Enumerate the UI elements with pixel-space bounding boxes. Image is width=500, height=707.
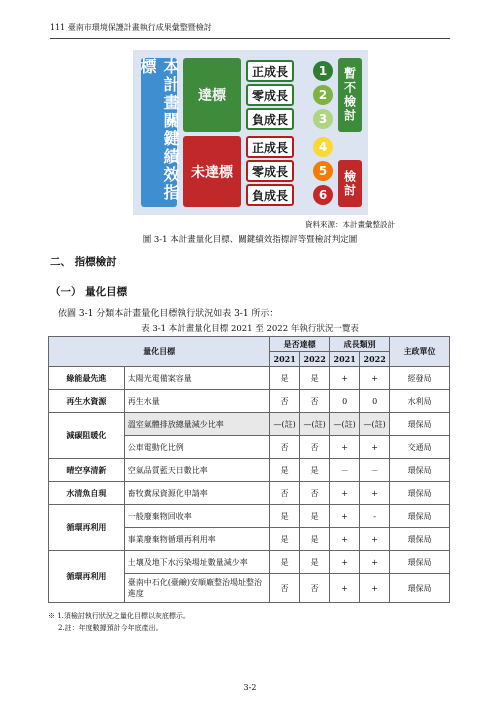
value-cell: 0: [330, 390, 360, 413]
circle-4: 4: [313, 137, 333, 157]
value-cell: －: [330, 459, 360, 482]
table-row: [49, 390, 450, 413]
table-row: [49, 367, 450, 390]
value-cell: +: [360, 528, 390, 551]
value-cell: -: [360, 505, 390, 528]
value-cell: +: [360, 367, 390, 390]
value-cell: +: [330, 367, 360, 390]
value-cell: 是: [300, 551, 330, 574]
value-cell: —(註): [300, 413, 330, 436]
header-growth: 成長類別: [330, 337, 390, 352]
circle-5: 5: [313, 161, 333, 181]
category-cell: 循環再利用: [49, 505, 125, 551]
item-cell: 公車電動化比例: [124, 436, 269, 459]
unit-cell: 環保局: [390, 413, 450, 436]
note-1: ※ 1.須檢討執行狀況之量化目標以灰底標示。: [48, 612, 190, 620]
table-row: [49, 482, 450, 505]
category-cell: 晴空享清新: [49, 459, 125, 482]
unit-cell: 環保局: [390, 459, 450, 482]
value-cell: +: [330, 505, 360, 528]
header-2021: 2021: [270, 352, 300, 367]
unit-cell: 環保局: [390, 528, 450, 551]
value-cell: 否: [270, 390, 300, 413]
value-cell: 是: [270, 551, 300, 574]
value-cell: 是: [270, 459, 300, 482]
figure-caption: 圖 3-1 本計畫量化目標、關鍵績效指標評等暨檢討判定圖: [142, 235, 358, 245]
label-zero-2: 零成長: [246, 160, 294, 182]
category-cell: 減碳阻暖化: [49, 413, 125, 459]
value-cell: 否: [270, 482, 300, 505]
goals-table: [48, 336, 450, 603]
category-cell: 循環再利用: [49, 551, 125, 603]
subsection-heading: （一） 量化目標: [50, 286, 128, 298]
label-negative-1: 負成長: [246, 108, 294, 130]
label-negative-2: 負成長: [246, 184, 294, 206]
item-cell: 太陽光電備案容量: [124, 367, 269, 390]
value-cell: +: [330, 528, 360, 551]
review-box: 檢討: [338, 160, 362, 207]
value-cell: 是: [300, 459, 330, 482]
category-cell: 再生水資源: [49, 390, 125, 413]
value-cell: +: [330, 574, 360, 603]
value-cell: －: [360, 459, 390, 482]
value-cell: 否: [300, 574, 330, 603]
not-achieved-box: 未達標: [183, 136, 241, 207]
item-cell: 畜牧糞尿資源化申請率: [124, 482, 269, 505]
header-achieve: 是否達標: [270, 337, 330, 352]
header-unit: 主政單位: [390, 337, 450, 367]
value-cell: 是: [270, 367, 300, 390]
item-cell: 溫室氣體排放總量減少比率: [124, 413, 269, 436]
unit-cell: 環保局: [390, 551, 450, 574]
table-row: [49, 413, 450, 436]
value-cell: 否: [270, 574, 300, 603]
category-cell: 綠能最先進: [49, 367, 125, 390]
value-cell: +: [360, 482, 390, 505]
unit-cell: 水利局: [390, 390, 450, 413]
kpi-box: 本計畫關鍵績效指標: [141, 58, 177, 207]
value-cell: —(註): [330, 413, 360, 436]
achieved-box: 達標: [183, 58, 241, 132]
running-header: 111 臺南市環境保護計畫執行成果彙整暨檢討: [50, 23, 212, 32]
circle-3: 3: [313, 109, 333, 129]
value-cell: +: [330, 436, 360, 459]
table-row: [49, 505, 450, 528]
value-cell: 否: [300, 436, 330, 459]
unit-cell: 環保局: [390, 482, 450, 505]
circle-2: 2: [313, 85, 333, 105]
value-cell: —(註): [360, 413, 390, 436]
value-cell: 否: [270, 436, 300, 459]
body-paragraph: 依圖 3-1 分類本計畫量化目標執行狀況如表 3-1 所示：: [58, 309, 279, 319]
header-goal: 量化目標: [49, 337, 270, 367]
circle-1: 1: [313, 61, 333, 81]
header-2022: 2022: [360, 352, 390, 367]
value-cell: +: [330, 551, 360, 574]
header-2021: 2021: [330, 352, 360, 367]
value-cell: —(註): [270, 413, 300, 436]
figure-source: 資料來源：本計畫彙整設計: [305, 220, 395, 229]
unit-cell: 環保局: [390, 574, 450, 603]
value-cell: 是: [300, 367, 330, 390]
circle-6: 6: [313, 185, 333, 205]
value-cell: 否: [300, 390, 330, 413]
value-cell: +: [360, 436, 390, 459]
value-cell: 否: [300, 482, 330, 505]
item-cell: 再生水量: [124, 390, 269, 413]
item-cell: 一般廢棄物回收率: [124, 505, 269, 528]
value-cell: +: [330, 482, 360, 505]
unit-cell: 經發局: [390, 367, 450, 390]
item-cell: 空氣品質藍天日數比率: [124, 459, 269, 482]
item-cell: 事業廢棄物循環再利用率: [124, 528, 269, 551]
no-review-box: 暫不檢討: [338, 58, 362, 132]
unit-cell: 交通局: [390, 436, 450, 459]
value-cell: 是: [300, 505, 330, 528]
value-cell: 是: [270, 505, 300, 528]
value-cell: 是: [270, 528, 300, 551]
unit-cell: 環保局: [390, 505, 450, 528]
label-positive-2: 正成長: [246, 136, 294, 158]
category-cell: 水清魚自現: [49, 482, 125, 505]
value-cell: 是: [300, 528, 330, 551]
table-title: 表 3-1 本計畫量化目標 2021 至 2022 年執行狀況一覽表: [141, 324, 359, 334]
note-2: 2.註：年度數據預計今年底產出。: [58, 624, 163, 632]
value-cell: +: [360, 551, 390, 574]
page-number: 3-2: [243, 683, 257, 692]
kpi-figure: [133, 50, 368, 215]
header-divider: [50, 38, 450, 39]
label-positive-1: 正成長: [246, 60, 294, 82]
label-zero-1: 零成長: [246, 84, 294, 106]
table-row: [49, 551, 450, 574]
header-2022: 2022: [300, 352, 330, 367]
value-cell: +: [360, 574, 390, 603]
item-cell: 土壤及地下水污染場址數量減少率: [124, 551, 269, 574]
section-heading: 二、 指標檢討: [50, 256, 117, 268]
value-cell: 0: [360, 390, 390, 413]
table-row: [49, 459, 450, 482]
item-cell: 臺南中石化(臺鹼)安順廠整治場址整治進度: [124, 574, 269, 603]
